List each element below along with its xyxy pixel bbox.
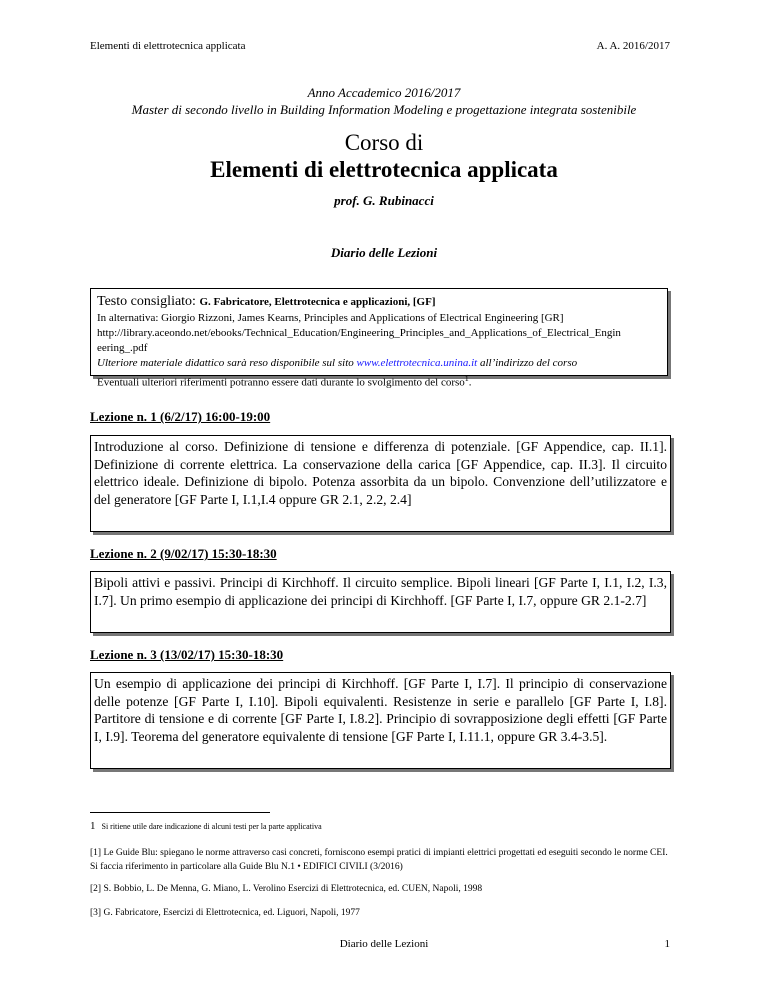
lesson-2-heading: Lezione n. 2 (9/02/17) 15:30-18:30 [90,546,277,561]
extra-material-note [97,356,661,371]
footer-title: Diario delle Lezioni [339,938,429,950]
further-references-note: Eventuali ulteriori riferimenti potranno essere dati durante lo svolgimento del corso$^1$. [97,374,472,389]
recommended-text-box [90,288,668,389]
lesson-3-box: Un esempio di applicazione dei principi di Kirchhoff. [GF Parte I, I.7]. Il principio di conservazione delle potenze [GF Parte I, I.10]. Bipoli equivalenti. Resistenze in serie e parallelo [GF Parte I, I.8]. Partitore di tensione e di corrente [GF Parte I, I.8.2]. Principio di sovrapposizione degli effetti [GF Parte I, I.9]. Teorema del generatore equivalente di tensione [GF Parte I, I.11.1, oppure GR 3.4-3.5]. [90,672,671,769]
reference-1: [1] Le Guide Blu: spiegano le norme attraverso casi concreti, forniscono esempi pratici di impianti elettrici progettati ed eseguiti secondo le norme CEI. Si faccia riferimento in particolare alla Guide Blu N.1 • EDIFICI CIVILI (3/2016) [90,848,668,872]
site-link[interactable]: www.elettrotecnica.unina.it [356,357,478,369]
note-prefix: Ulteriore materiale didattico sarà reso disponibile sul sito [97,357,357,369]
master-program: Master di secondo livello in Building Information Modeling e progettazione integrata sostenibile [131,102,637,117]
ebook-url-line2[interactable]: eering_.pdf [97,342,148,354]
academic-year: Anno Accademico 2016/2017 [307,85,461,100]
note-suffix: all’indirizzo del corso [477,357,578,369]
ebook-url-line1[interactable]: http://library.aceondo.net/ebooks/Technical_Education/Engineering_Principles_and_Applications_of_Electrical_Engin [97,327,621,339]
alternative-text: In alternativa: Giorgio Rizzoni, James Kearns, Principles and Applications of Electrical Engineering [GR] [97,312,564,324]
footnote-marker[interactable]: 1 [464,374,469,383]
reference-2: [2] S. Bobbio, L. De Menna, G. Miano, L. Verolino Esercizi di Elettrotecnica, ed. CUEN, Napoli, 1998 [90,884,483,894]
course-title: Elementi di elettrotecnica applicata [210,157,558,182]
running-header-title: Elementi di elettrotecnica applicata [90,40,246,52]
lesson-1-heading: Lezione n. 1 (6/2/17) 16:00-19:00 [90,409,271,424]
course-label: Corso di [344,130,424,155]
diary-title: Diario delle Lezioni [330,245,438,260]
recommended-text-line [97,293,661,311]
footnote-separator [90,812,270,813]
lesson-2-box: Bipoli attivi e passivi. Principi di Kirchhoff. Il circuito semplice. Bipoli lineari [GF Parte I, I.1, I.2, I.3, I.7]. Un primo esempio di applicazione dei principi di Kirchhoff. [GF Parte I, I.7, oppure GR 2.1-2.7] [90,571,671,633]
recommended-label: Testo consigliato: [97,294,200,309]
lesson-3-heading: Lezione n. 3 (13/02/17) 15:30-18:30 [90,647,284,662]
running-header-year: A. A. 2016/2017 [596,40,670,52]
professor: prof. G. Rubinacci [334,193,434,208]
reference-3: [3] G. Fabricatore, Esercizi di Elettrotecnica, ed. Liguori, Napoli, 1977 [90,908,360,918]
footnote-1 [90,820,322,832]
footnote-1-text: Si ritiene utile dare indicazione di alcuni testi per la parte applicativa [101,822,322,831]
footnote-1-number: 1 [90,820,96,832]
lesson-1-box: Introduzione al corso. Definizione di tensione e differenza di potenziale. [GF Appendice, cap. II.1]. Definizione di corrente elettrica. La conservazione della carica [GF Appendice, cap. II.3]. Il circuito elettrico ideale. Definizione di bipolo. Potenza assorbita da un bipolo. Convenzione dell’utilizzatore e del generatore [GF Parte I, I.1,I.4 oppure GR 2.1, 2.2, 2.4] [90,435,671,532]
page-number: 1 [664,938,670,950]
further-references-text: Eventuali ulteriori riferimenti potranno essere dati durante lo svolgimento del corso [97,376,465,389]
recommended-book: G. Fabricatore, Elettrotecnica e applicazioni, [GF] [199,296,436,308]
